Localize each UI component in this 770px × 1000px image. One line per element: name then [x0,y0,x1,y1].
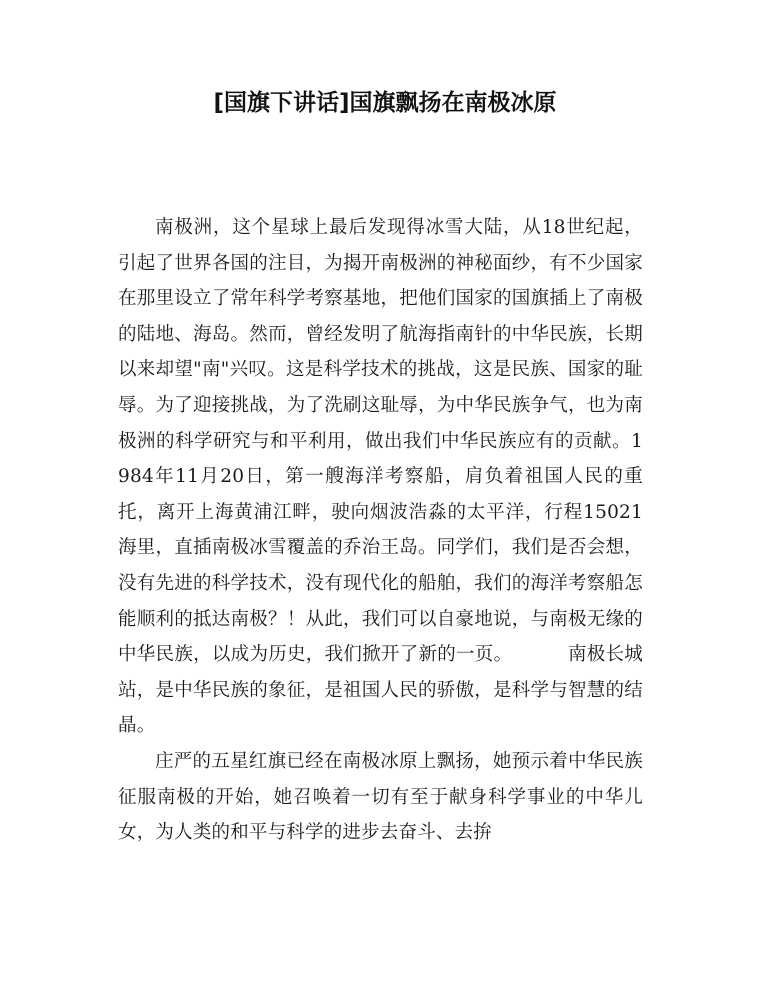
document-title: [国旗下讲话]国旗飘扬在南极冰原 [213,90,557,116]
document-body [118,210,643,851]
paragraph-1-part-1: 南极洲，这个星球上最后发现得冰雪大陆，从18世纪起，引起了世界各国的注目，为揭开南极洲的神秘面纱，有不少国家在那里设立了常年科学考察基地，把他们国家的国旗插上了南极的陆地、海岛。然而，曾经发明了航海指南针的中华民族，长期以来却望"南"兴叹。这是科学技术的挑战，这是民族、国家的耻辱。为了迎接挑战，为了洗刷这耻辱，为中华民族争气，也为南极洲的科学研究与和平利用，做出我们中华民族应有的贡献。1984年11月20日，第一艘海洋考察船，肩负着祖国人民的重托，离开上海黄浦江畔，驶向烟波浩淼的太平洋，行程15021海里，直插南极冰雪覆盖的乔治王岛。同学们，我们是否会想，没有先进的科学技术，没有现代化的船舶，我们的海洋考察船怎能顺利的抵达南极？！从此，我们可以自豪地说，与南极无缘的中华民族，以成为历史，我们掀开了新的一页。 [118,217,643,666]
paragraph-2: 庄严的五星红旗已经在南极冰原上飘扬，她预示着中华民族征服南极的开始，她召唤着一切有至于献身科学事业的中华儿女，为人类的和平与科学的进步去奋斗、去拚 [118,750,643,844]
paragraph-1-part-2: 南极长城站，是中华民族的象征，是祖国人民的骄傲，是科学与智慧的结晶。 [118,644,643,737]
paragraph-1 [118,210,643,744]
